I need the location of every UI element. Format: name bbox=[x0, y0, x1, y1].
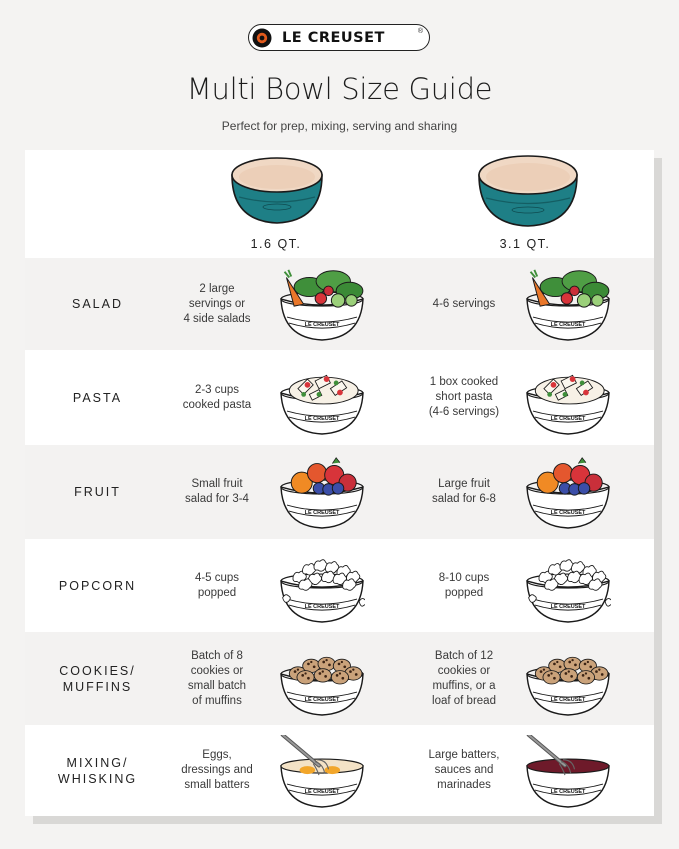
category-line: COOKIES/ bbox=[59, 663, 136, 678]
description-line: Batch of 8 bbox=[191, 649, 243, 662]
registered-mark: ® bbox=[417, 28, 423, 35]
large-bowl-description bbox=[409, 571, 519, 601]
row-popcorn bbox=[25, 539, 654, 632]
fruit-large-bowl-illustration bbox=[525, 456, 611, 530]
description-line: cookies or bbox=[437, 664, 491, 677]
page-title: Multi Bowl Size Guide bbox=[186, 72, 493, 106]
salad-large-bowl-illustration bbox=[525, 268, 611, 342]
salad-small-bowl-illustration bbox=[279, 268, 365, 342]
bowl-stamp-text: LE CREUSET bbox=[304, 603, 340, 610]
description-line: servings or bbox=[188, 297, 246, 310]
bowl-stamp-text: LE CREUSET bbox=[550, 603, 586, 610]
small-bowl-description bbox=[162, 477, 272, 507]
cookies-large-bowl-illustration bbox=[525, 643, 611, 717]
large-bowl-description bbox=[409, 748, 519, 793]
popcorn-large-bowl-illustration bbox=[525, 550, 611, 624]
description-line: 4-6 servings bbox=[432, 297, 496, 310]
large-bowl-description bbox=[409, 375, 519, 420]
category-line: MUFFINS bbox=[62, 679, 133, 694]
bowl-stamp-text: LE CREUSET bbox=[304, 788, 340, 795]
bowl-stamp-text: LE CREUSET bbox=[550, 510, 586, 517]
description-line: popped bbox=[197, 586, 237, 599]
description-line: salad for 6-8 bbox=[432, 493, 496, 505]
description-line: marinades bbox=[437, 779, 491, 791]
mixing-large-bowl-illustration bbox=[525, 735, 611, 809]
description-line: Large fruit bbox=[438, 478, 490, 490]
category-line: MIXING/ bbox=[66, 755, 129, 770]
description-line: small batters bbox=[184, 779, 250, 791]
small-bowl-description bbox=[162, 649, 272, 709]
category-label bbox=[25, 663, 170, 695]
description-line: 4-5 cups bbox=[194, 571, 240, 584]
description-line: cookies or bbox=[190, 664, 244, 677]
size-guide-table bbox=[25, 150, 654, 816]
description-line: muffins, or a bbox=[432, 679, 496, 692]
small-bowl-illustration bbox=[229, 155, 325, 227]
small-bowl-description bbox=[162, 748, 272, 793]
category-line: SALAD bbox=[72, 297, 123, 311]
bowl-stamp-text: LE CREUSET bbox=[550, 788, 586, 795]
description-line: small batch bbox=[187, 679, 247, 692]
small-bowl-description bbox=[162, 282, 272, 327]
flame-logo-icon bbox=[252, 28, 272, 48]
category-label bbox=[25, 296, 170, 312]
fruit-small-bowl-illustration bbox=[279, 456, 365, 530]
description-line: sauces and bbox=[434, 764, 494, 776]
brand-name: LE CREUSET bbox=[282, 29, 385, 46]
header-row bbox=[25, 150, 654, 258]
large-bowl-description bbox=[409, 297, 519, 312]
description-line: 2-3 cups bbox=[194, 383, 240, 396]
category-label bbox=[25, 390, 170, 406]
category-line: PASTA bbox=[72, 390, 123, 405]
description-line: Eggs, bbox=[202, 749, 232, 761]
small-bowl-description bbox=[162, 571, 272, 601]
description-line: cooked pasta bbox=[182, 398, 252, 411]
description-line: loaf of bread bbox=[432, 694, 496, 707]
description-line: 2 large bbox=[199, 282, 235, 295]
large-bowl-illustration bbox=[476, 153, 580, 229]
mixing-small-bowl-illustration bbox=[279, 735, 365, 809]
category-label bbox=[25, 578, 170, 594]
pasta-small-bowl-illustration bbox=[279, 362, 365, 436]
bowl-stamp-text: LE CREUSET bbox=[550, 696, 586, 703]
description-line: short pasta bbox=[435, 391, 493, 403]
bowl-stamp-text: LE CREUSET bbox=[304, 322, 340, 329]
bowl-stamp-text: LE CREUSET bbox=[304, 415, 340, 422]
popcorn-small-bowl-illustration bbox=[279, 550, 365, 624]
description-line: 1 box cooked bbox=[429, 376, 499, 388]
description-line: dressings and bbox=[181, 764, 253, 776]
large-bowl-description bbox=[409, 477, 519, 507]
description-line: (4-6 servings) bbox=[428, 406, 500, 418]
description-line: Batch of 12 bbox=[434, 649, 494, 662]
category-label bbox=[25, 755, 170, 787]
row-mixing bbox=[25, 725, 654, 816]
large-bowl-description bbox=[409, 649, 519, 709]
bowl-stamp-text: LE CREUSET bbox=[304, 696, 340, 703]
category-line: WHISKING bbox=[57, 771, 138, 786]
description-line: popped bbox=[444, 586, 484, 599]
brand-logo bbox=[248, 24, 430, 51]
row-cookies bbox=[25, 632, 654, 725]
description-line: salad for 3-4 bbox=[185, 493, 249, 505]
size-label-small: 1.6 QT. bbox=[250, 237, 302, 251]
description-line: 8-10 cups bbox=[438, 571, 490, 584]
row-pasta bbox=[25, 350, 654, 445]
description-line: 4 side salads bbox=[183, 312, 251, 325]
page-subtitle: Perfect for prep, mixing, serving and sharing bbox=[221, 119, 458, 133]
cookies-small-bowl-illustration bbox=[279, 643, 365, 717]
size-label-large: 3.1 QT. bbox=[499, 237, 551, 251]
category-label bbox=[25, 484, 170, 500]
pasta-large-bowl-illustration bbox=[525, 362, 611, 436]
category-line: POPCORN bbox=[58, 578, 137, 593]
description-line: of muffins bbox=[192, 694, 242, 707]
row-salad bbox=[25, 258, 654, 350]
row-fruit bbox=[25, 445, 654, 539]
category-line: FRUIT bbox=[74, 485, 121, 499]
description-line: Small fruit bbox=[191, 478, 243, 490]
small-bowl-description bbox=[162, 383, 272, 413]
bowl-stamp-text: LE CREUSET bbox=[550, 322, 586, 329]
bowl-stamp-text: LE CREUSET bbox=[304, 510, 340, 517]
bowl-stamp-text: LE CREUSET bbox=[550, 415, 586, 422]
description-line: Large batters, bbox=[428, 749, 500, 761]
